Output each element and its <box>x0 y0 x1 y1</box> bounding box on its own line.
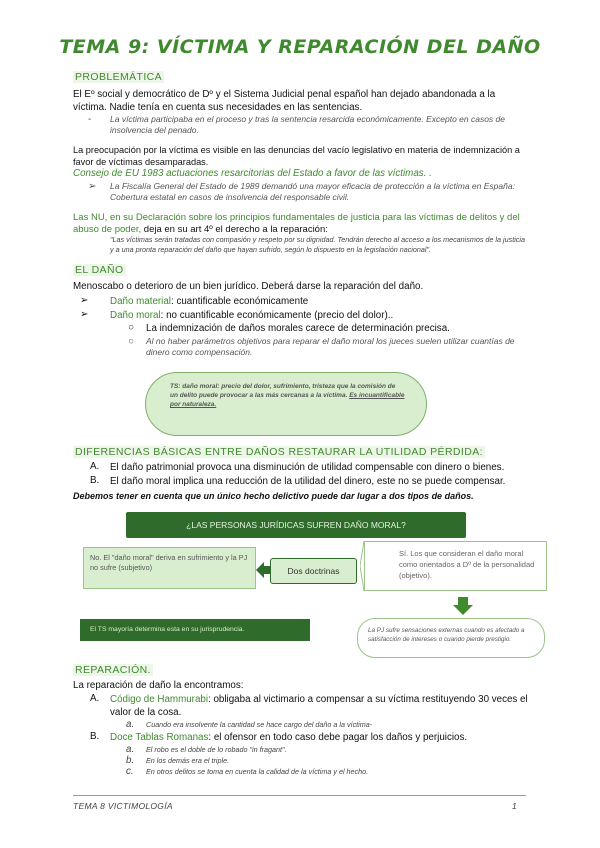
heading-problematica: PROBLEMÁTICA <box>75 71 163 83</box>
list-marker: a. <box>126 744 135 755</box>
page-title: TEMA 9: VÍCTIMA Y REPARACIÓN DEL DAÑO <box>59 36 541 58</box>
dano-moral-sub-1: La indemnización de daños morales carece de determinación precisa. <box>146 323 450 334</box>
dano-material-desc: : cuantificable económicamente <box>171 296 309 307</box>
diagram-bottom-right-box: La PJ sufre sensaciones externas cuando es afectado a satisfacción de intereses o cuando pierde prestigio. <box>357 618 545 658</box>
dano-definition: Menoscabo o deterioro de un bien jurídico. Deberá darse la reparación del daño. <box>73 281 424 292</box>
arrow-bullet-icon: ➢ <box>88 181 97 192</box>
reparacion-doce-tablas <box>110 731 528 744</box>
diferencia-b: El daño moral implica una reducción de la utilidad del dinero, este no se puede compensar. <box>110 476 506 487</box>
hammurabi-label: Código de Hammurabi <box>110 694 209 705</box>
problematica-paragraph-1: El Eº social y democrático de Dº y el Sistema Judicial penal español han dejado abandonada a la víctima. Nadie tenía en cuenta sus necesidades en las sentencias. <box>73 89 496 113</box>
circle-bullet-icon: ○ <box>128 336 134 347</box>
problematica-bullet-1: La víctima participaba en el proceso y tras la sentencia resarcida económicamente. Excepto en casos de insolvencia del penado. <box>110 114 505 135</box>
dano-moral-label: Daño moral <box>110 310 161 321</box>
hammurabi-sub-1: Cuando era insolvente la cantidad se hace cargo del daño a la víctima- <box>146 720 373 729</box>
list-marker: B. <box>90 731 100 742</box>
diagram-mid-box: Dos doctrinas <box>270 558 357 584</box>
list-marker: b. <box>126 755 135 766</box>
problematica-paragraph-2: La preocupación por la víctima es visible en las denuncias del vacío legislativo en materia de indemnización a favor de víctimas desamparadas. <box>73 145 520 167</box>
heading-diferencias: DIFERENCIAS BÁSICAS ENTRE DAÑOS RESTAURAR LA UTILIDAD PÉRDIDA: <box>75 446 483 458</box>
reparacion-hammurabi <box>110 693 528 719</box>
dano-material-item <box>110 295 528 308</box>
dano-moral-desc: : no cuantificable económicamente (precio del dolor).. <box>160 310 394 321</box>
ts-cloud-definition: TS: daño moral: precio del dolor, sufrimiento, tristeza que la comisión de un delito puede provocar a las más cercanas a la víctima. <box>170 383 396 399</box>
reparacion-intro: La reparación de daño la encontramos: <box>73 680 244 691</box>
nu-declaration-text: Las NU, en su Declaración sobre los principios fundamentales de justicia para las víctimas de delitos y del abuso de poder, <box>73 212 520 235</box>
list-marker: B. <box>90 475 100 486</box>
problematica-bullet-2: La Fiscalía General del Estado de 1989 demandó una mayor eficacia de protección a la víctima en España: Cobertura estatal en casos de insolvencia del responsable civil. <box>110 181 515 202</box>
dash-bullet: - <box>88 114 92 125</box>
diagram-question-banner: ¿LAS PERSONAS JURÍDICAS SUFREN DAÑO MORAL? <box>126 512 466 538</box>
doce-tablas-label: Doce Tablas Romanas <box>110 732 209 743</box>
footer-title: TEMA 8 VICTIMOLOGÍA <box>73 801 173 811</box>
list-marker: c. <box>126 766 134 777</box>
heading-reparacion: REPARACIÓN. <box>75 664 151 676</box>
diferencias-note: Debemos tener en cuenta que un único hecho delictivo puede dar lugar a dos tipos de daños. <box>73 491 474 501</box>
circle-bullet-icon: ○ <box>128 322 134 333</box>
diferencia-a: El daño patrimonial provoca una disminución de utilidad compensable con dinero o bienes. <box>110 462 505 473</box>
doce-tablas-sub-2: En los demás era el triple. <box>146 756 230 765</box>
dano-moral-item <box>110 309 528 322</box>
diagram-left-box: No. El "daño moral" deriva en sufrimiento y la PJ no sufre (subjetivo) <box>83 547 256 589</box>
list-marker: A. <box>90 693 100 704</box>
hammurabi-desc: : obligaba al victimario a compensar a su víctima restituyendo 30 veces el valor de la cosa. <box>110 694 528 718</box>
nu-article-text: deja en su art 4º el derecho a la reparación: <box>141 224 328 235</box>
dano-material-label: Daño material <box>110 296 171 307</box>
doce-tablas-desc: : el ofensor en todo caso debe pagar los daños y perjuicios. <box>208 732 468 743</box>
list-marker: A. <box>90 461 100 472</box>
page-number: 1 <box>512 801 517 811</box>
footer-divider <box>73 795 526 796</box>
doce-tablas-sub-3: En otros delitos se toma en cuenta la calidad de la víctima y el hecho. <box>146 767 369 776</box>
list-marker: a. <box>126 719 135 730</box>
consejo-eu-line: Consejo de EU 1983 actuaciones resarcitorias del Estado a favor de las víctimas. . <box>73 168 432 179</box>
diagram-bottom-left-box: El TS mayoría determina esta en su jurisprudencia. <box>80 619 310 641</box>
heading-el-dano: EL DAÑO <box>75 264 124 276</box>
dano-moral-sub-2: Al no haber parámetros objetivos para reparar el daño moral los jueces suelen utilizar cuantías de dinero como compensación. <box>146 336 515 357</box>
doce-tablas-sub-1: El robo es el doble de lo robado "in fragant". <box>146 745 287 754</box>
ts-cloud-text <box>170 382 405 409</box>
nu-quote: "Las víctimas serán tratadas con compasión y respeto por su dignidad. Tendrán derecho al acceso a los mecanismos de la justicia y a una pronta reparación del daño que hayan sufrido, según lo dispuesto en la legislación nacional". <box>110 235 525 254</box>
diagram-right-box: Sí. Los que consideran el daño moral como orientados a Dº de la personalidad (objetivo). <box>364 541 547 591</box>
nu-paragraph <box>73 212 528 236</box>
arrow-down-icon <box>453 597 473 615</box>
ts-cloud-emphasis: Es incuantificable por naturaleza. <box>170 392 405 408</box>
arrow-bullet-icon: ➢ <box>80 309 89 320</box>
arrow-bullet-icon: ➢ <box>80 295 89 306</box>
